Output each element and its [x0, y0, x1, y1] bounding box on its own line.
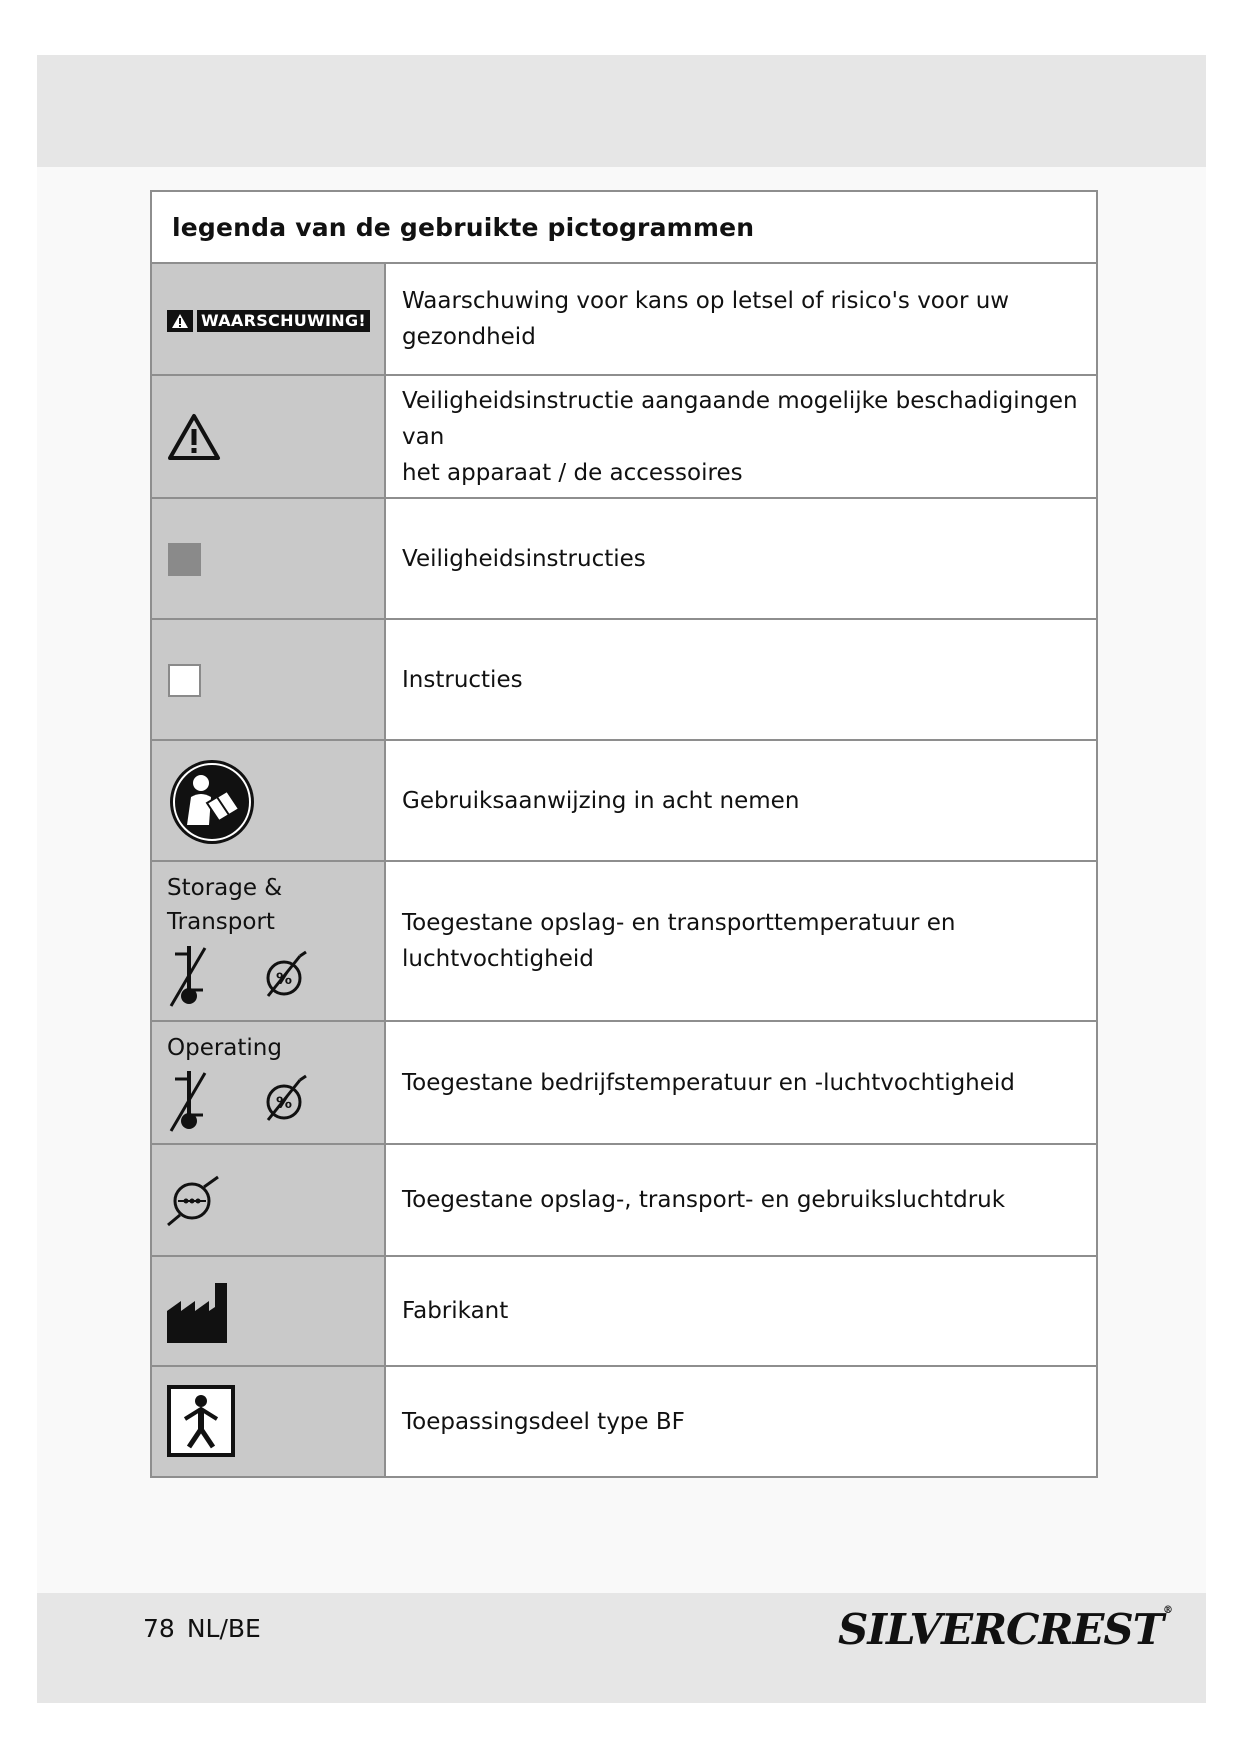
legend-description: Waarschuwing voor kans op letsel of risico's voor uw gezondheid	[386, 264, 1096, 374]
symbol-cell	[152, 1145, 386, 1255]
symbol-cell	[152, 741, 386, 860]
symbol-cell	[152, 264, 386, 374]
temperature-limit-icon	[167, 1067, 209, 1133]
header-band	[37, 55, 1206, 167]
trademark-mark: ®	[1162, 1605, 1172, 1616]
page-footer	[143, 1614, 273, 1643]
warning-small-triangle-icon	[167, 310, 193, 332]
legend-description: Toegestane bedrijfstemperatuur en -luchtvochtigheid	[386, 1022, 1096, 1143]
read-manual-icon	[167, 757, 257, 847]
type-bf-icon	[167, 1385, 235, 1457]
svg-text:%: %	[275, 1093, 293, 1112]
page-number: 78	[143, 1614, 175, 1643]
description-line: het apparaat / de accessoires	[402, 459, 743, 486]
air-pressure-icon	[166, 1173, 222, 1229]
legend-description	[386, 376, 1096, 497]
symbol-cell	[152, 862, 386, 1020]
legend-description: Toepassingsdeel type BF	[386, 1367, 1096, 1476]
legend-description: Toegestane opslag- en transporttemperatuur en luchtvochtigheid	[386, 862, 1096, 1020]
legend-row-instructions	[152, 620, 1096, 741]
legend-description: Fabrikant	[386, 1257, 1096, 1365]
symbol-cell	[152, 1022, 386, 1143]
storage-label-line: Storage &	[167, 875, 283, 901]
warning-badge	[167, 310, 370, 332]
legend-row-air-pressure	[152, 1145, 1096, 1257]
description-line: Veiligheidsinstructie aangaande mogelijke beschadigingen van	[402, 387, 1078, 450]
humidity-limit-icon	[260, 948, 308, 1002]
symbol-cell	[152, 1257, 386, 1365]
legend-row-warning	[152, 264, 1096, 376]
warning-badge-text: WAARSCHUWING!	[197, 310, 370, 332]
legend-row-manual	[152, 741, 1096, 862]
symbol-cell	[152, 620, 386, 739]
brand-name: SILVERCREST	[838, 1605, 1163, 1654]
symbol-cell	[152, 1367, 386, 1476]
legend-row-type-bf	[152, 1367, 1096, 1476]
operating-label: Operating	[167, 1035, 282, 1061]
symbol-cell	[152, 376, 386, 497]
legend-row-operating	[152, 1022, 1096, 1145]
empty-square-icon	[168, 664, 201, 697]
legend-description: Instructies	[386, 620, 1096, 739]
filled-square-icon	[168, 543, 201, 576]
svg-text:%: %	[275, 969, 293, 988]
legend-description: Toegestane opslag-, transport- en gebruiksluchtdruk	[386, 1145, 1096, 1255]
humidity-limit-icon	[260, 1072, 308, 1126]
temperature-limit-icon	[167, 942, 209, 1008]
warning-triangle-icon	[167, 413, 221, 461]
legend-description: Veiligheidsinstructies	[386, 499, 1096, 618]
legend-title-row	[152, 192, 1096, 264]
brand-logo	[838, 1605, 1172, 1654]
legend-row-safety	[152, 499, 1096, 620]
legend-row-manufacturer	[152, 1257, 1096, 1367]
manufacturer-icon	[167, 1281, 229, 1343]
locale-label: NL/BE	[186, 1614, 261, 1643]
legend-description: Gebruiksaanwijzing in acht nemen	[386, 741, 1096, 860]
storage-label-line: Transport	[167, 909, 275, 935]
symbol-cell	[152, 499, 386, 618]
legend-row-storage	[152, 862, 1096, 1022]
legend-row-caution	[152, 376, 1096, 499]
legend-title: legenda van de gebruikte pictogrammen	[172, 212, 755, 242]
legend-table	[150, 190, 1098, 1478]
